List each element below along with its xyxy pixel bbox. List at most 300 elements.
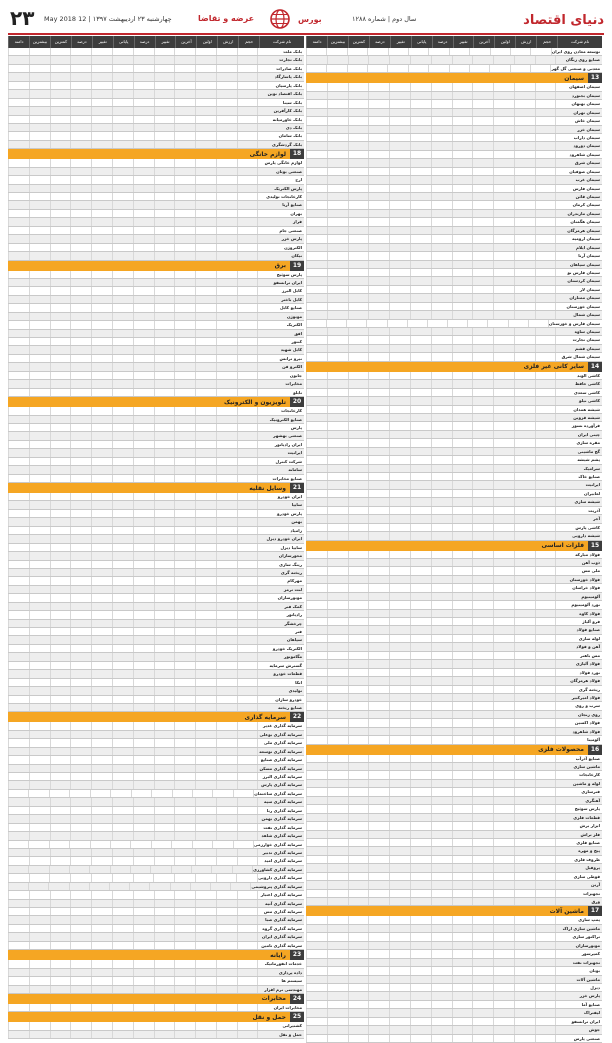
table-cell bbox=[327, 134, 348, 141]
table-cell bbox=[50, 493, 71, 500]
table-cell bbox=[493, 532, 514, 539]
table-cell bbox=[8, 132, 29, 139]
table-cell bbox=[112, 185, 133, 192]
table-cell bbox=[50, 330, 71, 337]
table-cell bbox=[216, 116, 237, 123]
row-group bbox=[8, 1022, 304, 1039]
table-cell bbox=[216, 141, 237, 148]
table-cell bbox=[237, 449, 258, 456]
table-cell bbox=[368, 610, 389, 617]
table-cell bbox=[431, 201, 452, 208]
table-cell bbox=[389, 652, 410, 659]
table-cell bbox=[70, 65, 91, 72]
table-cell bbox=[410, 303, 431, 310]
column-header: آخرین bbox=[473, 36, 494, 48]
table-row bbox=[8, 687, 304, 695]
table-cell bbox=[50, 857, 71, 864]
table-row bbox=[8, 304, 304, 312]
table-cell bbox=[493, 235, 514, 242]
table-cell bbox=[8, 662, 29, 669]
table-cell bbox=[109, 883, 129, 890]
table-row bbox=[306, 244, 602, 252]
table-cell bbox=[29, 748, 50, 755]
table-cell bbox=[452, 328, 473, 335]
table-cell bbox=[493, 490, 514, 497]
table-cell bbox=[368, 967, 389, 974]
table-cell bbox=[29, 527, 50, 534]
table-cell bbox=[70, 338, 91, 345]
table-row bbox=[306, 109, 602, 117]
table-cell bbox=[327, 490, 348, 497]
table-cell bbox=[8, 628, 29, 635]
table-cell bbox=[237, 159, 258, 166]
table-cell bbox=[493, 805, 514, 812]
table-cell bbox=[514, 626, 535, 633]
table-cell bbox=[50, 815, 71, 822]
table-cell bbox=[216, 475, 237, 482]
table-cell bbox=[452, 635, 473, 642]
table-cell bbox=[431, 422, 452, 429]
table-cell bbox=[154, 227, 175, 234]
table-cell bbox=[216, 1022, 237, 1029]
table-cell bbox=[8, 493, 29, 500]
table-cell bbox=[452, 498, 473, 505]
table-cell bbox=[8, 510, 29, 517]
table-cell bbox=[368, 218, 389, 225]
table-cell bbox=[327, 763, 348, 770]
table-cell bbox=[368, 261, 389, 268]
table-cell bbox=[410, 473, 431, 480]
company-name: سرمایه گذاری امید bbox=[257, 857, 304, 864]
table-cell bbox=[535, 201, 556, 208]
table-cell bbox=[8, 287, 29, 294]
table-cell bbox=[472, 992, 493, 999]
table-cell bbox=[174, 603, 195, 610]
table-cell bbox=[112, 475, 133, 482]
table-cell bbox=[8, 739, 29, 746]
table-cell bbox=[452, 669, 473, 676]
table-cell bbox=[389, 168, 410, 175]
table-cell bbox=[348, 532, 369, 539]
table-cell bbox=[237, 628, 258, 635]
table-cell bbox=[452, 822, 473, 829]
table-cell bbox=[112, 82, 133, 89]
table-cell bbox=[50, 73, 71, 80]
table-cell bbox=[327, 117, 348, 124]
table-cell bbox=[237, 653, 258, 660]
table-cell bbox=[237, 1031, 258, 1038]
table-cell bbox=[535, 109, 556, 116]
table-cell bbox=[514, 328, 535, 335]
table-cell bbox=[112, 321, 133, 328]
table-cell bbox=[154, 807, 175, 814]
table-cell bbox=[133, 218, 154, 225]
table-cell bbox=[237, 252, 258, 259]
table-cell bbox=[493, 176, 514, 183]
table-cell bbox=[195, 458, 216, 465]
table-cell bbox=[493, 448, 514, 455]
table-cell bbox=[408, 65, 428, 72]
table-cell bbox=[489, 65, 509, 72]
company-name: سرمایه گذاری ملی bbox=[257, 739, 304, 746]
table-cell bbox=[70, 687, 91, 694]
table-cell bbox=[133, 798, 154, 805]
company-name: فنر bbox=[257, 628, 304, 635]
table-cell bbox=[70, 227, 91, 234]
table-cell bbox=[389, 788, 410, 795]
table-cell bbox=[452, 235, 473, 242]
table-cell bbox=[70, 773, 91, 780]
table-cell bbox=[452, 176, 473, 183]
table-cell bbox=[110, 841, 130, 848]
table-cell bbox=[50, 185, 71, 192]
table-cell bbox=[133, 807, 154, 814]
table-row bbox=[8, 739, 304, 747]
company-name: سرب و روی bbox=[555, 702, 602, 709]
table-row bbox=[306, 1026, 602, 1034]
table-cell bbox=[154, 346, 175, 353]
table-cell bbox=[195, 296, 216, 303]
sector-number: 19 bbox=[290, 261, 304, 271]
row-group bbox=[306, 372, 602, 541]
table-cell bbox=[8, 527, 29, 534]
table-cell bbox=[133, 271, 154, 278]
table-cell bbox=[174, 449, 195, 456]
table-cell bbox=[237, 296, 258, 303]
column-header: حجم bbox=[536, 36, 557, 48]
table-cell bbox=[327, 822, 348, 829]
table-cell bbox=[306, 456, 327, 463]
table-cell bbox=[237, 313, 258, 320]
table-cell bbox=[431, 711, 452, 718]
table-cell bbox=[348, 916, 369, 923]
table-cell bbox=[153, 874, 174, 881]
table-cell bbox=[452, 193, 473, 200]
table-cell bbox=[112, 552, 133, 559]
table-header bbox=[306, 36, 602, 48]
table-cell bbox=[154, 416, 175, 423]
table-cell bbox=[472, 303, 493, 310]
company-name: چرخشگر bbox=[257, 620, 304, 627]
table-cell bbox=[410, 814, 431, 821]
table-cell bbox=[8, 636, 29, 643]
table-cell bbox=[410, 610, 431, 617]
table-cell bbox=[431, 677, 452, 684]
table-cell bbox=[306, 610, 327, 617]
table-cell bbox=[174, 132, 195, 139]
table-cell bbox=[28, 790, 48, 797]
table-cell bbox=[112, 679, 133, 686]
table-cell bbox=[535, 151, 556, 158]
table-cell bbox=[467, 320, 487, 327]
table-row bbox=[8, 372, 304, 380]
table-cell bbox=[306, 414, 327, 421]
table-cell bbox=[112, 141, 133, 148]
table-cell bbox=[154, 773, 175, 780]
table-cell bbox=[493, 643, 514, 650]
table-cell bbox=[306, 933, 327, 940]
table-cell bbox=[472, 345, 493, 352]
table-cell bbox=[469, 65, 489, 72]
company-name: صنایع مخابرات bbox=[257, 475, 304, 482]
table-cell bbox=[237, 569, 258, 576]
column-header: دامنه bbox=[306, 36, 327, 48]
table-cell bbox=[8, 916, 29, 923]
table-cell bbox=[410, 142, 431, 149]
company-name: کاشی الوند bbox=[555, 372, 602, 379]
table-row bbox=[8, 900, 304, 908]
table-cell bbox=[389, 311, 410, 318]
table-cell bbox=[29, 141, 50, 148]
table-cell bbox=[174, 535, 195, 542]
table-cell bbox=[472, 652, 493, 659]
table-cell bbox=[306, 873, 327, 880]
table-cell bbox=[535, 422, 556, 429]
table-cell bbox=[29, 535, 50, 542]
table-cell bbox=[431, 694, 452, 701]
table-cell bbox=[133, 552, 154, 559]
table-cell bbox=[112, 798, 133, 805]
table-row bbox=[8, 824, 304, 832]
table-cell bbox=[389, 822, 410, 829]
table-cell bbox=[535, 277, 556, 284]
table-cell bbox=[195, 271, 216, 278]
table-cell bbox=[327, 151, 348, 158]
table-cell bbox=[216, 773, 237, 780]
table-cell bbox=[237, 900, 258, 907]
table-cell bbox=[91, 475, 112, 482]
table-cell bbox=[50, 287, 71, 294]
table-cell bbox=[154, 832, 175, 839]
table-cell bbox=[237, 407, 258, 414]
table-cell bbox=[216, 748, 237, 755]
table-cell bbox=[410, 1026, 431, 1033]
table-cell bbox=[306, 151, 327, 158]
table-cell bbox=[452, 515, 473, 522]
table-cell bbox=[154, 857, 175, 864]
table-cell bbox=[306, 515, 327, 522]
table-cell bbox=[493, 925, 514, 932]
table-cell bbox=[91, 304, 112, 311]
table-cell bbox=[431, 227, 452, 234]
table-cell bbox=[410, 456, 431, 463]
table-cell bbox=[493, 881, 514, 888]
table-cell bbox=[514, 92, 535, 99]
table-cell bbox=[50, 807, 71, 814]
sector-title: سرمایه گذاری bbox=[244, 713, 286, 721]
table-cell bbox=[8, 380, 29, 387]
table-cell bbox=[389, 763, 410, 770]
table-cell bbox=[410, 252, 431, 259]
company-name: پارس سوئیچ bbox=[257, 271, 304, 278]
table-cell bbox=[348, 576, 369, 583]
table-cell bbox=[472, 439, 493, 446]
table-cell bbox=[327, 652, 348, 659]
company-name: افق bbox=[257, 330, 304, 337]
table-row bbox=[306, 916, 602, 924]
table-cell bbox=[70, 296, 91, 303]
company-name: سرمایه گذاری خوارزمی bbox=[253, 841, 302, 847]
table-cell bbox=[410, 117, 431, 124]
company-name: کمک فنر bbox=[257, 603, 304, 610]
table-cell bbox=[216, 73, 237, 80]
table-cell bbox=[368, 831, 389, 838]
table-cell bbox=[154, 942, 175, 949]
table-cell bbox=[535, 950, 556, 957]
table-cell bbox=[389, 728, 410, 735]
table-cell bbox=[91, 1022, 112, 1029]
table-cell bbox=[348, 448, 369, 455]
company-name: تابلو bbox=[257, 389, 304, 396]
table-cell bbox=[348, 618, 369, 625]
table-cell bbox=[535, 100, 556, 107]
table-cell bbox=[195, 765, 216, 772]
table-cell bbox=[472, 686, 493, 693]
table-cell bbox=[154, 900, 175, 907]
table-cell bbox=[348, 1026, 369, 1033]
table-cell bbox=[410, 976, 431, 983]
table-cell bbox=[472, 1035, 493, 1042]
table-cell bbox=[389, 277, 410, 284]
table-cell bbox=[112, 99, 133, 106]
table-cell bbox=[493, 168, 514, 175]
table-row bbox=[306, 303, 602, 311]
table-cell bbox=[195, 891, 216, 898]
table-cell bbox=[174, 466, 195, 473]
company-name: فولاد آلیاژی bbox=[555, 660, 602, 667]
company-name: سیمان هگمتان bbox=[555, 218, 602, 225]
table-cell bbox=[154, 544, 175, 551]
table-row bbox=[8, 227, 304, 235]
table-cell bbox=[493, 551, 514, 558]
table-cell bbox=[133, 535, 154, 542]
table-cell bbox=[535, 431, 556, 438]
company-name: سیمان هرمزگان bbox=[555, 227, 602, 234]
table-cell bbox=[348, 277, 369, 284]
table-cell bbox=[535, 643, 556, 650]
company-name: بانک پاسارگاد bbox=[257, 73, 304, 80]
table-cell bbox=[348, 269, 369, 276]
table-cell bbox=[410, 890, 431, 897]
table-cell bbox=[493, 1001, 514, 1008]
table-cell bbox=[174, 731, 195, 738]
company-name: سرمایه گذاری سپه bbox=[257, 798, 304, 805]
table-row bbox=[306, 702, 602, 710]
table-cell bbox=[368, 933, 389, 940]
company-name: کابل البرز bbox=[257, 287, 304, 294]
table-cell bbox=[472, 856, 493, 863]
table-cell bbox=[389, 771, 410, 778]
table-row bbox=[306, 117, 602, 125]
table-cell bbox=[8, 883, 28, 890]
table-cell bbox=[112, 287, 133, 294]
table-cell bbox=[410, 524, 431, 531]
table-cell bbox=[50, 561, 71, 568]
table-cell bbox=[306, 1035, 327, 1042]
company-name: سامانه bbox=[257, 466, 304, 473]
table-cell bbox=[91, 781, 112, 788]
table-cell bbox=[410, 686, 431, 693]
table-cell bbox=[174, 287, 195, 294]
table-cell bbox=[306, 65, 326, 72]
sector-number: 15 bbox=[588, 541, 602, 551]
table-cell bbox=[306, 48, 326, 55]
table-cell bbox=[452, 601, 473, 608]
table-cell bbox=[195, 756, 216, 763]
table-cell bbox=[431, 976, 452, 983]
table-cell bbox=[389, 839, 410, 846]
table-row bbox=[8, 416, 304, 424]
company-name: بانک گردشگری bbox=[257, 141, 304, 148]
table-cell bbox=[514, 719, 535, 726]
table-cell bbox=[535, 694, 556, 701]
table-cell bbox=[133, 569, 154, 576]
table-cell bbox=[493, 839, 514, 846]
company-name: سیمان لار bbox=[555, 286, 602, 293]
table-row bbox=[8, 407, 304, 415]
table-cell bbox=[493, 439, 514, 446]
table-cell bbox=[50, 577, 71, 584]
table-cell bbox=[237, 493, 258, 500]
table-cell bbox=[237, 338, 258, 345]
table-cell bbox=[154, 244, 175, 251]
table-cell bbox=[472, 677, 493, 684]
table-cell bbox=[327, 898, 348, 905]
table-cell bbox=[112, 193, 133, 200]
table-cell bbox=[389, 126, 410, 133]
table-cell bbox=[216, 849, 237, 856]
table-cell bbox=[368, 100, 389, 107]
table-cell bbox=[154, 493, 175, 500]
table-cell bbox=[91, 960, 112, 967]
table-cell bbox=[431, 601, 452, 608]
table-cell bbox=[472, 601, 493, 608]
table-cell bbox=[431, 933, 452, 940]
table-cell bbox=[174, 244, 195, 251]
table-cell bbox=[112, 662, 133, 669]
table-cell bbox=[514, 584, 535, 591]
table-cell bbox=[133, 857, 154, 864]
table-cell bbox=[8, 159, 29, 166]
table-cell bbox=[348, 839, 369, 846]
table-cell bbox=[237, 168, 258, 175]
table-cell bbox=[133, 722, 154, 729]
column-header: ارزش bbox=[515, 36, 536, 48]
sector-number: 22 bbox=[290, 712, 304, 722]
table-cell bbox=[70, 628, 91, 635]
table-cell bbox=[472, 669, 493, 676]
table-cell bbox=[133, 670, 154, 677]
table-header bbox=[8, 36, 304, 48]
table-cell bbox=[133, 969, 154, 976]
table-cell bbox=[29, 594, 50, 601]
table-row bbox=[8, 56, 304, 64]
company-name: بانک اقتصاد نوین bbox=[257, 90, 304, 97]
table-cell bbox=[452, 109, 473, 116]
table-cell bbox=[472, 210, 493, 217]
table-cell bbox=[112, 168, 133, 175]
table-cell bbox=[195, 748, 216, 755]
table-cell bbox=[112, 132, 133, 139]
table-cell bbox=[431, 294, 452, 301]
table-cell bbox=[195, 176, 216, 183]
table-cell bbox=[133, 925, 154, 932]
company-name: ظروف فلزی bbox=[555, 856, 602, 863]
table-cell bbox=[154, 159, 175, 166]
table-cell bbox=[327, 805, 348, 812]
table-cell bbox=[70, 330, 91, 337]
table-cell bbox=[29, 704, 50, 711]
